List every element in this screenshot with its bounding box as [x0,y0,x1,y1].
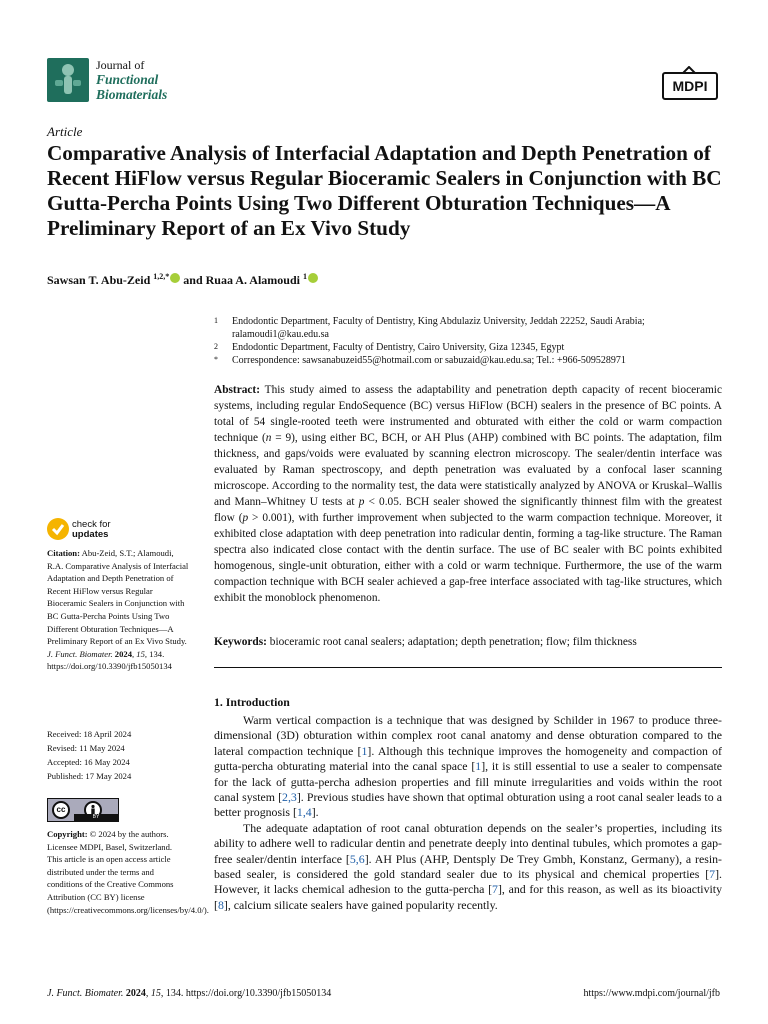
abstract-var: p [358,496,365,508]
paragraph-text: ]. AH Plus (AHP, Dentsply De Trey Gmbh, Konstanz, Germany), a resin-based sealer, is considered the gold standard sealer due to its physical and chemical properties [ [214,851,723,882]
affiliation-text: Endodontic Department, Faculty of Dentistry, Cairo University, Giza 12345, Egypt [232,342,565,353]
reference-link[interactable]: 8 [217,897,224,912]
paragraph [214,713,722,821]
published-date: Published: 17 May 2024 [47,771,132,781]
journal-name-prefix: Journal of [96,58,145,72]
abstract [214,382,722,606]
copyright-label: Copyright: [47,829,88,839]
journal-name [96,72,167,102]
received-date: Received: 18 April 2024 [47,729,132,739]
author-name[interactable]: Sawsan T. Abu-Zeid [47,273,151,287]
footer-citation: J. Funct. Biomater. 2024, 15, 134. https://doi.org/10.3390/jfb15050134 [47,988,332,999]
paragraph-text: ], it is still essential to use a sealer to compensate for the lack of gutta-percha adhesion properties and fill minute irregularities and voids within the root canal system [ [214,759,723,805]
reference-link[interactable]: 5,6 [349,851,365,866]
check-for-updates-line1[interactable]: check for [72,519,111,530]
citation-journal: J. Funct. Biomater. [47,648,113,659]
section-heading: 1. Introduction [214,695,290,709]
abstract-text: < 0.05. BCH sealer showed the significantly thinnest film with the greatest flow ( [214,496,722,524]
citation-year: 2024 [114,648,132,659]
abstract-text: > 0.001), with further improvement when subjected to the warm compaction technique. Moreover, it exhibited close adaptation with deep penetration into radicular dentin, forming a tag-like structure. The Raman spectra also indicated close contact with the dentin surface. The use of BC sealer with BC points exhibited homogenous, single-unit obturation, either with a cold or warm technique. Furthermore, the use of the warm compaction technique with BCH sealer achieved a gap-free interface associated with tag-like structures, which exhibit the monoblock phenomenon. [214,512,722,604]
affiliation-2 [214,341,724,354]
revised-date: Revised: 11 May 2024 [47,743,125,753]
footer-journal-url[interactable]: https://www.mdpi.com/journal/jfb [583,988,720,999]
author-affiliation-marks: 1 [302,272,307,281]
affiliation-text: Endodontic Department, Faculty of Dentistry, King Abdulaziz University, Jeddah 22252, Saudi Arabia; ralamoudi1@kau.edu.sa [232,316,645,340]
reference-link[interactable]: 7 [709,867,716,882]
affiliation-1 [214,315,724,341]
keywords-label: Keywords: [214,636,267,648]
citation-text: Abu-Zeid, S.T.; Alamoudi, R.A. Comparative Analysis of Interfacial Adaptation and Depth Penetration of Recent HiFlow versus Regular Bioceramic Sealers in Conjunction with BC Gutta-Percha Points Using Two Different Obturation Techniques—A Preliminary Report of an Ex Vivo Study. [47,548,189,647]
abstract-text: This study aimed to assess the adaptability and penetration depth capacity of recent bioceramic systems, including regular EndoSequence (BC) versus HiFlow (BCH) sealers in the presence of BC points. A total of 54 single-rooted teeth were instrumented and obturated with either the cold or warm compaction technique ( [214,384,722,444]
reference-link[interactable]: 7 [492,882,498,897]
cc-by-license-icon[interactable] [47,798,119,822]
paragraph-text: The adequate adaptation of root canal obturation depends on the sealer’s properties, including its ability to adhere well to radicular dentin and penetrate deeply into dentinal tubules, which promotes a gap-free sealer/dentin interface [ [214,820,722,866]
reference-link[interactable]: 1 [361,743,368,758]
citation: Citation: Abu-Zeid, S.T.; Alamoudi, R.A. Comparative Analysis of Interfacial Adaptation and Depth Penetration of Recent HiFlow versus Regular Bioceramic Sealers in Conjunction with BC Gutta-Percha Points Using Two Different Obturation Techniques—A Preliminary Report of an Ex Vivo Study. J. Funct. Biomater. 2024, 15, 134. https://doi.org/10.3390/jfb15050134 [47,548,189,672]
journal-name-line1: Functional [96,72,159,87]
author-separator: and [183,273,203,287]
footer-journal: J. Funct. Biomater. [47,988,124,999]
abstract-text: = 9), using either BC, BCH, or AH Plus (AHP) combined with BC points. The adaptation, film thickness, and gaps/voids were evaluated by scanning electron microscopy. The sealer/dentin interface was evaluated by Raman spectroscopy, and depth penetration was evaluated by a confocal laser scanning microscope. According to the normality test, the data were statistically analyzed by ANOVA or Kruskal–Wallis and Mann–Whitney U tests at [214,432,722,508]
reference-link[interactable]: 2,3 [282,790,297,805]
paragraph-text: ]. However, it lacks chemical adhesion to the gutta-percha [ [214,867,722,897]
copyright-text: © 2024 by the authors. Licensee MDPI, Basel, Switzerland. This article is an open access article distributed under the terms and conditions of the Creative Commons Attribution (CC BY) license (https://creativecommons.org/licenses/by/4.0/). [47,829,209,915]
affiliation-mark: * [214,355,218,364]
journal-name-line2: Biomaterials [96,87,168,102]
author-name[interactable]: Ruaa A. Alamoudi [205,273,300,287]
orcid-icon[interactable] [170,273,180,283]
abstract-var: n [265,432,272,444]
section-divider [214,667,722,668]
paragraph-text: ]. Previous studies have shown that optimal obturation using a root canal sealer leads to a better prognosis [ [214,790,722,820]
keywords-text: bioceramic root canal sealers; adaptation; depth penetration; flow; film thickness [269,636,637,648]
citation-label: Citation: [47,548,80,558]
by-label: BY [74,814,118,821]
introduction-body [214,713,722,913]
citation-volume: 15 [136,648,145,659]
paragraph-text: ], and for this reason, as well as its bioactivity [ [214,882,723,912]
paragraph-text: ]. Although this technique improves the homogeneity and compaction of gutta-percha obturating material into the canal space [ [214,743,722,774]
orcid-icon[interactable] [308,273,318,283]
journal-logo-icon [47,58,89,102]
reference-link[interactable]: 1,4 [296,805,312,820]
paragraph [214,821,722,913]
correspondence-text[interactable]: Correspondence: sawsanabuzeid55@hotmail.com or sabuzaid@kau.edu.sa; Tel.: +966-509528971 [232,355,626,366]
cc-icon: cc [52,801,70,819]
author-affiliation-marks: 1,2,* [153,272,170,281]
footer-doi[interactable]: , 134. https://doi.org/10.3390/jfb15050134 [160,988,332,999]
correspondence [214,354,724,367]
keywords [214,634,722,650]
reference-link[interactable]: 1 [475,759,482,774]
article-title: Comparative Analysis of Interfacial Adaptation and Depth Penetration of Recent HiFlow versus Regular Bioceramic Sealers in Conjunction with BC Gutta-Percha Points Using Two Different Obturation Techniques—A Preliminary Report of an Ex Vivo Study [47,141,722,240]
affiliation-mark: 2 [214,342,218,351]
author-list [47,272,318,288]
footer-year: 2024 [125,988,146,999]
copyright [47,828,209,916]
affiliation-mark: 1 [214,316,218,325]
citation-doi[interactable]: , 134. https://doi.org/10.3390/jfb15050134 [47,648,172,672]
paragraph-text: ], calcium silicate sealers have gained popularity recently. [223,897,498,912]
footer-volume: 15 [150,988,161,999]
check-for-updates-line2[interactable]: updates [72,529,109,540]
abstract-var: p [242,512,249,524]
publisher-logo[interactable]: MDPI [662,72,718,100]
accepted-date: Accepted: 16 May 2024 [47,757,130,767]
check-for-updates-icon[interactable] [47,518,69,540]
paragraph-text: Warm vertical compaction is a technique that was designed by Schilder in 1967 to produce three-dimensional (3D) obturation within complex root canal anatomy and dense obturation compared to the lateral compaction technique [ [214,713,722,758]
article-type: Article [47,124,83,139]
abstract-label: Abstract: [214,384,260,396]
paragraph-text: ]. [311,805,319,820]
